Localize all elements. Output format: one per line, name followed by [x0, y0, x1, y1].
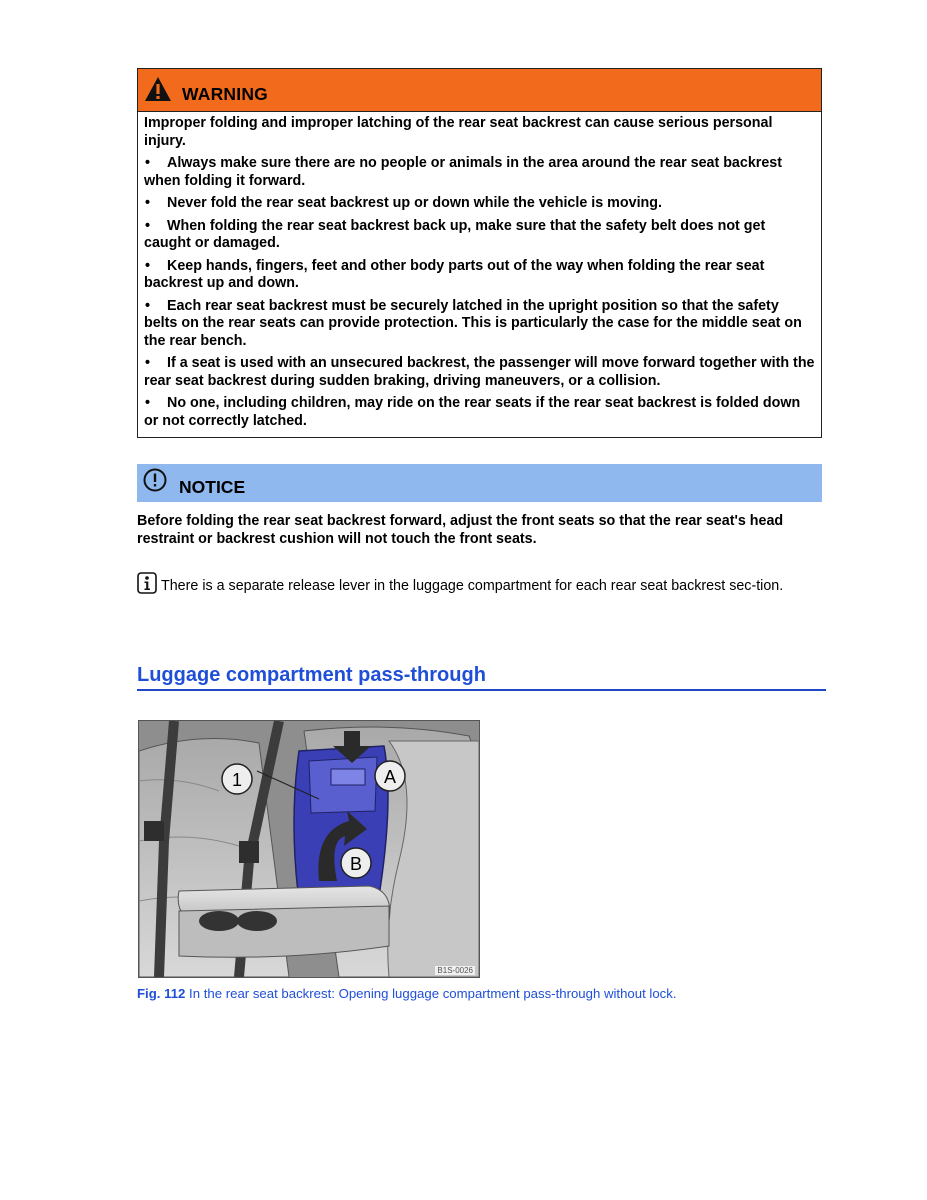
- notice-header: [137, 464, 822, 502]
- warning-header: [138, 69, 821, 112]
- warning-bullet: • When folding the rear seat backrest back up, make sure that the safety belt does not get caught or damaged.: [144, 217, 766, 251]
- info-note: [137, 572, 812, 595]
- warning-intro: Improper folding and improper latching of the rear seat backrest can cause serious personal injury.: [144, 115, 773, 149]
- warning-bullet: • Each rear seat backrest must be securely latched in the upright position so that the safety belts on the rear seats can provide protection. This is particularly the case for the middle seat on the rear bench.: [144, 297, 802, 349]
- figure-caption-label: Fig. 112: [137, 986, 186, 1001]
- warning-bullet: • Always make sure there are no people or animals in the area around the rear seat backrest when folding it forward.: [144, 155, 783, 189]
- figure-label-b: B: [349, 854, 363, 874]
- section-title: Luggage compartment pass-through: [137, 664, 826, 691]
- figure-caption: [137, 986, 827, 1001]
- warning-bullet: • Keep hands, fingers, feet and other body parts out of the way when folding the rear seat backrest up and down.: [144, 257, 765, 291]
- figure-label-a: A: [383, 767, 397, 787]
- figure-caption-text: In the rear seat backrest: Opening luggage compartment pass-through without lock.: [185, 986, 677, 1001]
- warning-box: [137, 68, 822, 438]
- warning-triangle-icon: [144, 76, 172, 102]
- figure-label-1: 1: [231, 770, 243, 790]
- figure-code: B1S-0026: [437, 966, 473, 975]
- warning-bullet: • No one, including children, may ride on the rear seats if the rear seat backrest is folded down or not correctly latched.: [144, 395, 801, 429]
- rear-seat-illustration: [139, 721, 479, 977]
- warning-body: [138, 112, 821, 437]
- warning-bullet: • If a seat is used with an unsecured backrest, the passenger will move forward together with the rear seat backrest during sudden braking, driving maneuvers, or a collision.: [144, 355, 815, 389]
- figure-illustration: [138, 720, 480, 978]
- info-icon: [137, 572, 157, 594]
- notice-text: Before folding the rear seat backrest forward, adjust the front seats so that the rear seat's head restraint or backrest cushion will not touch the front seats.: [137, 513, 784, 547]
- warning-title: WARNING: [182, 83, 268, 104]
- info-note-text: There is a separate release lever in the luggage compartment for each rear seat backrest sec-tion.: [161, 578, 784, 594]
- warning-bullet: • Never fold the rear seat backrest up or down while the vehicle is moving.: [145, 195, 662, 211]
- notice-title: NOTICE: [179, 476, 246, 497]
- exclamation-circle-icon: [143, 468, 167, 492]
